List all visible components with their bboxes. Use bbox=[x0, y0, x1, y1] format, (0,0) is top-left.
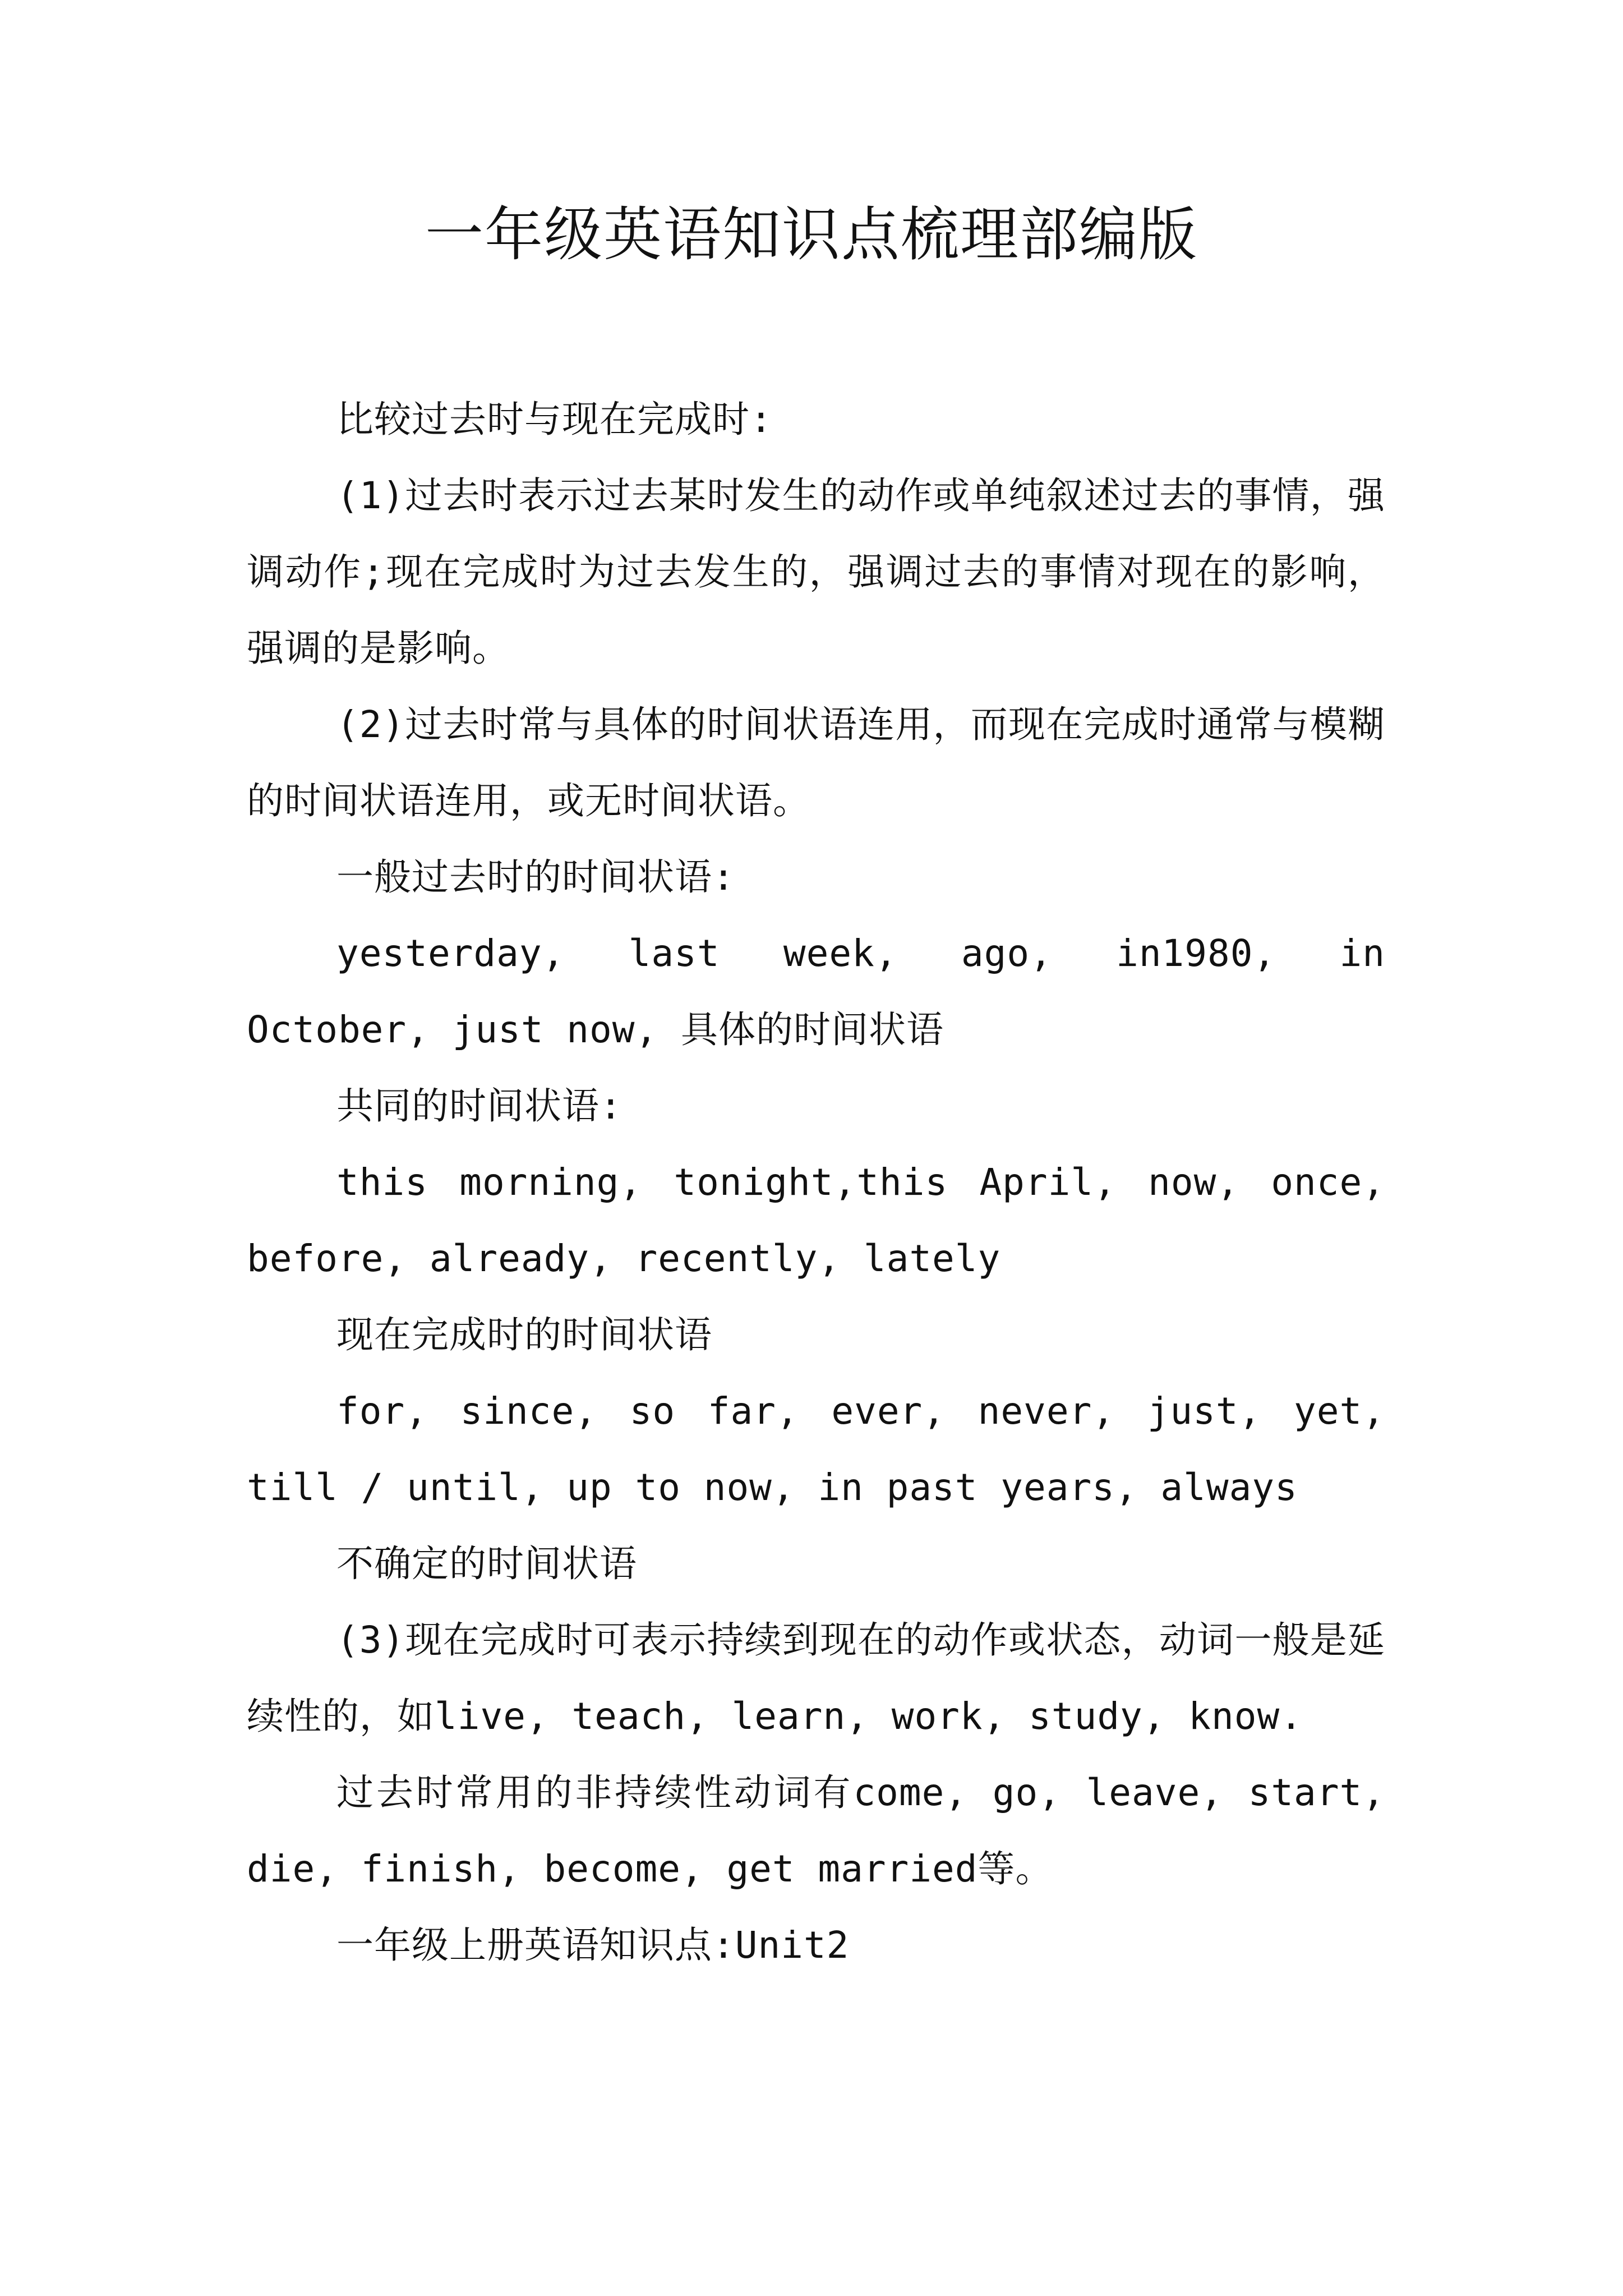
paragraph-common-adverbials-heading: 共同的时间状语: bbox=[336, 1084, 623, 1128]
paragraph-perfect-adverbials: for, since, so far, ever, never, just, yet, till / until, up to now, in past years, always bbox=[247, 1389, 1385, 1509]
document-title: 一年级英语知识点梳理部编版 bbox=[425, 200, 1198, 269]
paragraph-point-3: (3)现在完成时可表示持续到现在的动作或状态，动词一般是延续性的，如live, teach, learn, work, study, know. bbox=[247, 1618, 1385, 1738]
document-body bbox=[247, 381, 1385, 1984]
paragraph-compare-heading: 比较过去时与现在完成时: bbox=[336, 398, 773, 441]
paragraph-perfect-adverbials-heading: 现在完成时的时间状语 bbox=[336, 1313, 712, 1356]
paragraph-point-1: (1)过去时表示过去某时发生的动作或单纯叙述过去的事情，强调动作;现在完成时为过去发生的，强调过去的事情对现在的影响，强调的是影响。 bbox=[247, 474, 1385, 670]
paragraph-common-adverbials: this morning, tonight,this April, now, once, before, already, recently, lately bbox=[247, 1161, 1385, 1280]
paragraph-unit2-heading: 一年级上册英语知识点:Unit2 bbox=[336, 1924, 850, 1967]
paragraph-indefinite-adverbials-heading: 不确定的时间状语 bbox=[336, 1542, 637, 1585]
paragraph-point-2: (2)过去时常与具体的时间状语连用，而现在完成时通常与模糊的时间状语连用，或无时间状语。 bbox=[247, 703, 1385, 822]
paragraph-past-adverbials-heading: 一般过去时的时间状语: bbox=[336, 855, 735, 899]
paragraph-non-continuous-verbs: 过去时常用的非持续性动词有come, go, leave, start, die, finish, become, get married等。 bbox=[247, 1771, 1385, 1890]
paragraph-past-adverbials: yesterday, last week, ago, in1980, in October, just now, 具体的时间状语 bbox=[247, 932, 1385, 1051]
